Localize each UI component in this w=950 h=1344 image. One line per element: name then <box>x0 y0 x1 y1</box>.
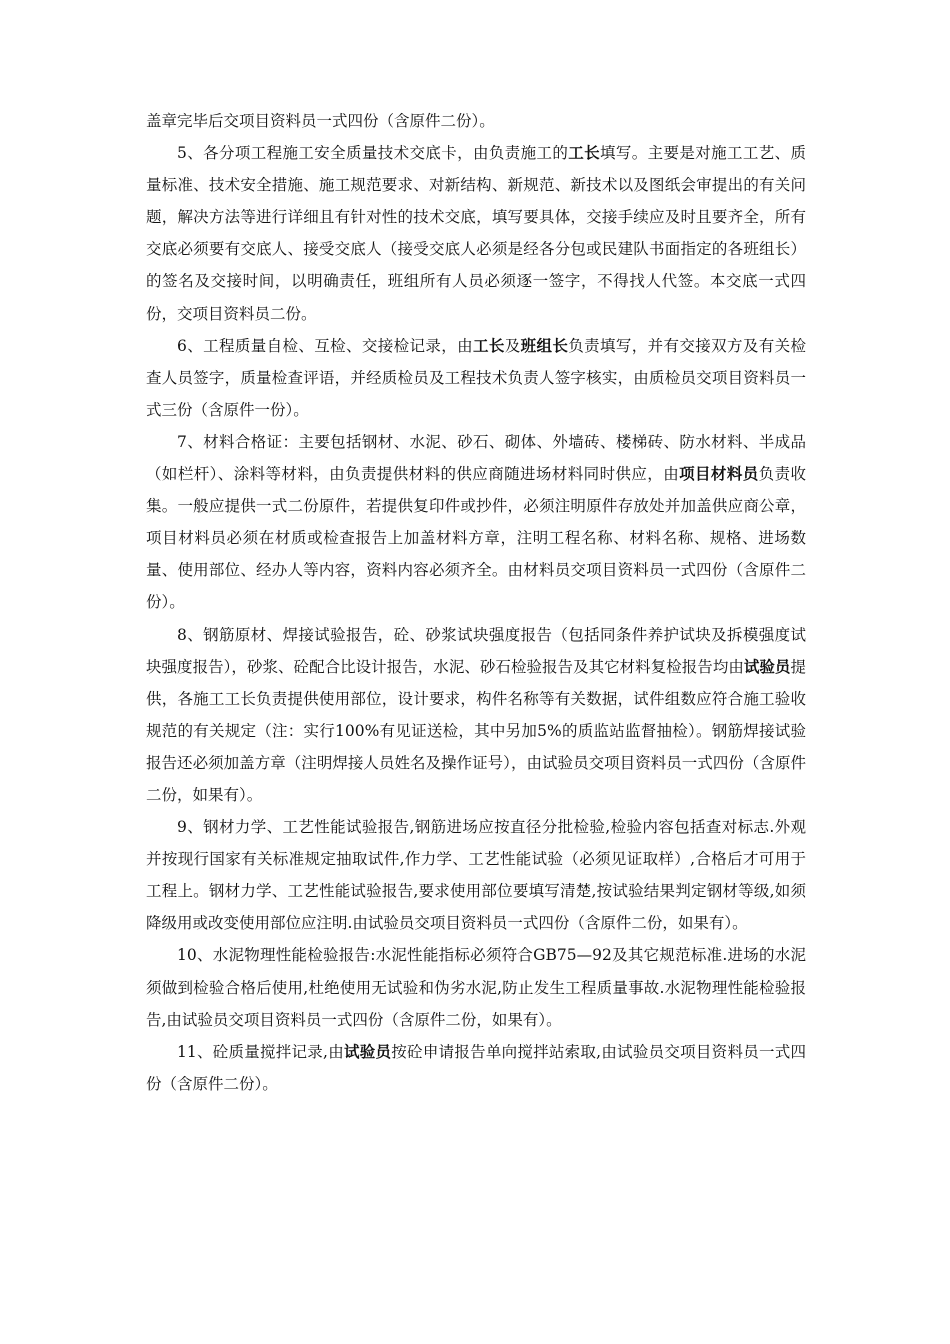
text-segment: 10、水泥物理性能检验报告:水泥性能指标必须符合GB75—92及其它规范标准.进场的水泥须做到检验合格后使用,杜绝使用无试验和伪劣水泥,防止发生工程质量事故.水泥物理性能检验报告,由试验员交项目资料员一式四份（含原件二份，如果有）。 <box>146 946 806 1029</box>
text-segment: 6、工程质量自检、互检、交接检记录，由 <box>177 336 473 355</box>
paragraph-item-5 <box>146 137 806 330</box>
text-segment: 9、钢材力学、工艺性能试验报告,钢筋进场应按直径分批检验,检验内容包括查对标志.外观并按现行国家有关标准规定抽取试件,作力学、工艺性能试验（必须见证取样）,合格后才可用于工程上。钢材力学、工艺性能试验报告,要求使用部位要填写清楚,按试验结果判定钢材等级,如须降级用或改变使用部位应注明.由试验员交项目资料员一式四份（含原件二份，如果有）。 <box>146 818 806 933</box>
document-page <box>146 105 806 1100</box>
text-segment: 5、各分项工程施工安全质量技术交底卡，由负责施工的 <box>177 144 569 163</box>
bold-term: 班组长 <box>520 335 569 355</box>
text-segment: 盖章完毕后交项目资料员一式四份（含原件二份）。 <box>146 112 495 130</box>
paragraph-item-11 <box>146 1036 806 1100</box>
text-segment: 填写。主要是对施工工艺、质量标准、技术安全措施、施工规范要求、对新结构、新规范、新技术以及图纸会审提出的有关问题，解决方法等进行详细且有针对性的技术交底，填写要具体，交接手续应及时且要齐全，所有交底必须要有交底人、接受交底人（接受交底人必须是经各分包或民建队书面指定的各班组长）的签名及交接时间，以明确责任，班组所有人员必须逐一签字，不得找人代签。本交底一式四份，交项目资料员二份。 <box>146 144 806 323</box>
text-segment: 负责填写，并有交接双方及有关检查人员签字，质量检查评语，并经质检员及工程技术负责人签字核实，由质检员交项目资料员一式三份（含原件一份）。 <box>146 336 806 419</box>
text-segment: 8、钢筋原材、焊接试验报告，砼、砂浆试块强度报告（包括同条件养护试块及拆模强度试块强度报告），砂浆、砼配合比设计报告，水泥、砂石检验报告及其它材料复检报告均由 <box>146 625 806 676</box>
text-segment: 7、材料合格证：主要包括钢材、水泥、砂石、砌体、外墙砖、楼梯砖、防水材料、半成品（如栏杆）、涂料等材料，由负责提供材料的供应商随进场材料同时供应，由 <box>146 432 806 484</box>
bold-term: 工长 <box>568 143 600 163</box>
paragraph-item-7 <box>146 426 806 619</box>
text-segment: 按砼申请报告单向搅拌站索取,由试验员交项目资料员一式四份（含原件二份）。 <box>146 1042 806 1093</box>
text-segment: 及 <box>504 336 521 355</box>
text-segment: 11、砼质量搅拌记录,由 <box>177 1042 345 1061</box>
bold-term: 试验员 <box>344 1041 392 1061</box>
paragraph-item-10 <box>146 939 806 1035</box>
paragraph-item-9 <box>146 811 806 939</box>
bold-term: 项目材料员 <box>679 464 759 484</box>
bold-term: 试验员 <box>743 656 791 676</box>
bold-term: 工长 <box>472 335 505 355</box>
paragraph-item-6 <box>146 330 806 426</box>
text-segment: 负责收集。一般应提供一式二份原件，若提供复印件或抄件，必须注明原件存放处并加盖供应商公章，项目材料员必须在材质或检查报告上加盖材料方章，注明工程名称、材料名称、规格、进场数量、使用部位、经办人等内容，资料内容必须齐全。由材料员交项目资料员一式四份（含原件二份）。 <box>146 465 806 612</box>
paragraph-continuation <box>146 105 806 137</box>
paragraph-item-8 <box>146 619 806 812</box>
text-segment: 提供，各施工工长负责提供使用部位，设计要求，构件名称等有关数据，试件组数应符合施工验收规范的有关规定（注：实行100%有见证送检，其中另加5%的质监站监督抽检）。钢筋焊接试验报告还必须加盖方章（注明焊接人员姓名及操作证号），由试验员交项目资料员一式四份（含原件二份，如果有）。 <box>146 657 806 804</box>
